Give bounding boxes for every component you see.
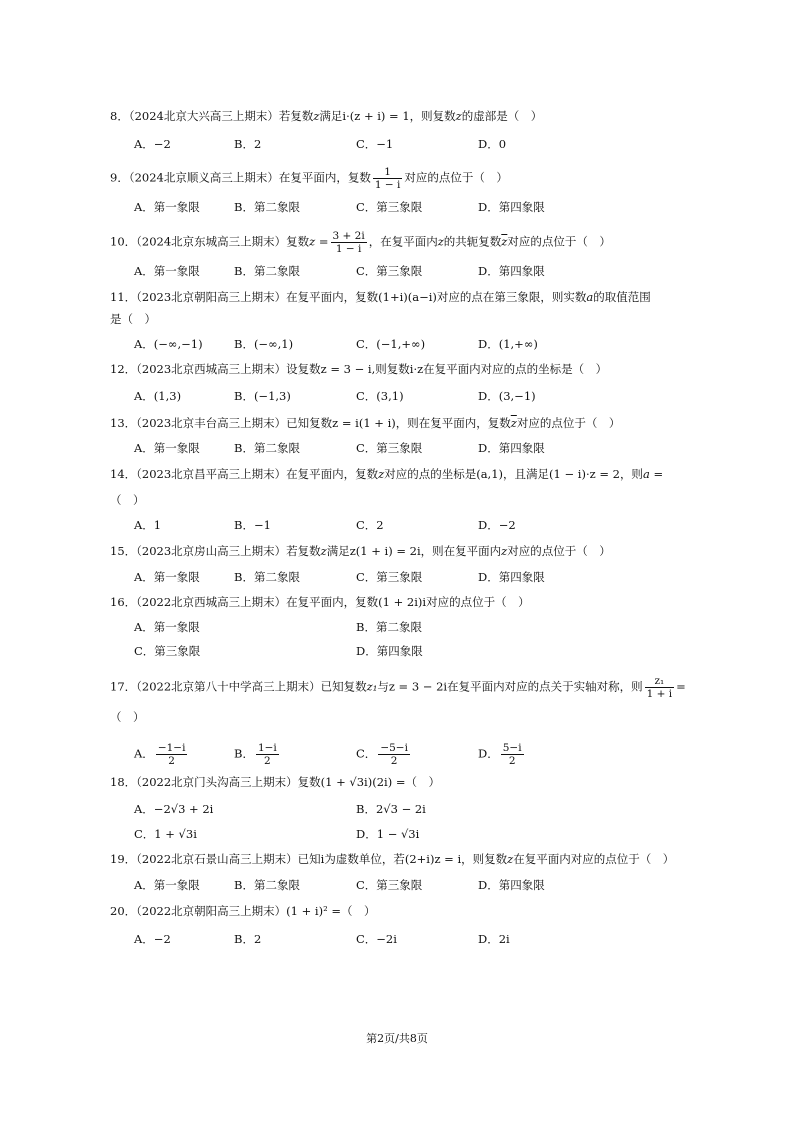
- options-15: [134, 569, 694, 585]
- option-a[interactable]: A．第一象限: [134, 570, 200, 584]
- option-c[interactable]: C．第三象限: [356, 570, 423, 584]
- equation: z₁: [366, 679, 378, 694]
- fraction-numerator: 3 + 2i: [332, 230, 365, 242]
- fraction-numerator: −5−i: [380, 742, 408, 754]
- option-d[interactable]: D．第四象限: [478, 441, 545, 455]
- var-z: z: [320, 544, 327, 558]
- option-d[interactable]: D．2i: [478, 932, 510, 946]
- option-a[interactable]: A．−2√3 + 2i: [134, 802, 214, 816]
- question-text: ,则复数: [371, 362, 410, 376]
- question-text: 12．（2023北京西城高三上期末）设复数: [110, 362, 321, 376]
- question-18: [110, 774, 690, 790]
- question-text: （ ）: [110, 493, 145, 507]
- equation: (1 + i)² =: [286, 904, 341, 918]
- option-d[interactable]: D．1 − √3i: [356, 827, 420, 841]
- question-12: [110, 361, 690, 377]
- question-text: 15．（2023北京房山高三上期末）若复数: [110, 544, 321, 558]
- question-16: [110, 594, 690, 610]
- fraction: [373, 166, 403, 191]
- option-d[interactable]: D．第四象限: [478, 570, 545, 584]
- question-text: 11．（2023北京朝阳高三上期末）在复平面内，复数(1+i)(a−i)对应的点在第三象限，则实数: [110, 290, 587, 304]
- option-b[interactable]: B．(−1,3): [234, 389, 291, 403]
- option-d[interactable]: D．0: [478, 137, 507, 151]
- option-b[interactable]: B．2: [234, 137, 262, 151]
- option-d[interactable]: D．(1,+∞): [478, 337, 538, 351]
- fraction-numerator: 1−i: [257, 742, 277, 754]
- option-c[interactable]: C．(3,1): [356, 389, 404, 403]
- options-16-row1: [134, 619, 694, 635]
- question-17-line2: [110, 709, 690, 725]
- equation: (2+i)z = i: [404, 852, 462, 866]
- question-text: 在复平面内对应的点位于（ ）: [513, 852, 675, 866]
- option-c[interactable]: C．−2i: [356, 932, 397, 946]
- options-19: [134, 877, 694, 893]
- option-c[interactable]: C．第三象限: [356, 264, 423, 278]
- question-10: [110, 230, 690, 255]
- fraction-denominator: 2: [168, 755, 175, 767]
- var-z: z: [507, 852, 514, 866]
- options-11: [134, 336, 694, 352]
- option-d[interactable]: D．(3,−1): [478, 389, 536, 403]
- var-a: a: [586, 290, 594, 304]
- question-text: 对应的点位于（ ）: [516, 416, 621, 430]
- option-a[interactable]: A．第一象限: [134, 441, 200, 455]
- question-text: 对应的点的坐标是: [384, 467, 477, 481]
- option-b[interactable]: B．第二象限: [234, 570, 300, 584]
- equation: i·(z + i) = 1: [342, 109, 410, 123]
- option-c[interactable]: C．第三象限: [356, 441, 423, 455]
- question-14-line2: [110, 492, 690, 508]
- option-a[interactable]: A．第一象限: [134, 878, 200, 892]
- option-a[interactable]: A．1: [134, 518, 162, 532]
- fraction-denominator: 1 + i: [646, 688, 673, 700]
- option-b[interactable]: B．2√3 − 2i: [356, 802, 426, 816]
- question-17: [110, 675, 690, 700]
- question-text: ，则复数: [409, 109, 456, 123]
- question-text: 是（ ）: [110, 312, 156, 326]
- option-b[interactable]: B．第二象限: [234, 441, 300, 455]
- question-text: 的取值范围: [593, 290, 651, 304]
- var-z: z: [313, 109, 320, 123]
- var-z: z: [455, 109, 462, 123]
- question-text: 对应的点位于（ ）: [507, 234, 611, 249]
- var-z: z: [437, 234, 444, 249]
- fraction-numerator: z₁: [645, 675, 675, 688]
- option-a[interactable]: A．−2: [134, 137, 171, 151]
- equation: a =: [642, 467, 664, 481]
- option-c[interactable]: C．(−1,+∞): [356, 337, 426, 351]
- option-d[interactable]: D．第四象限: [478, 200, 545, 214]
- options-10: [134, 263, 694, 279]
- options-18-row1: [134, 801, 694, 817]
- question-14: [110, 466, 690, 482]
- fraction-denominator: 1 − i: [374, 179, 401, 191]
- equation: i: [320, 852, 325, 866]
- option-c[interactable]: C．第三象限: [134, 644, 201, 658]
- equation: z(1 + i) = 2i: [349, 544, 421, 558]
- fraction: [331, 230, 367, 255]
- conjugate-z: $\overline{z}$: [510, 416, 517, 430]
- option-b[interactable]: B．第二象限: [356, 620, 422, 634]
- fraction-denominator: 2: [508, 755, 516, 767]
- question-8: [110, 108, 690, 124]
- options-17: [134, 742, 694, 767]
- question-text: ，在复平面内: [368, 234, 438, 249]
- option-c[interactable]: C．2: [356, 518, 384, 532]
- option-b[interactable]: B．−1: [234, 518, 271, 532]
- question-text: 14．（2023北京昌平高三上期末）在复平面内，复数: [110, 467, 379, 481]
- option-label: D．: [478, 746, 499, 761]
- question-text: 的虚部是（ ）: [461, 109, 543, 123]
- equation: (a,1): [476, 467, 504, 481]
- option-d[interactable]: [478, 742, 526, 767]
- option-d[interactable]: D．第四象限: [478, 264, 545, 278]
- equation: z =: [309, 234, 329, 249]
- options-12: [134, 388, 694, 404]
- fraction: [501, 742, 524, 767]
- option-label: B．: [234, 746, 254, 761]
- question-text: ，则: [619, 467, 643, 481]
- fraction-denominator: 2: [390, 755, 398, 767]
- conjugate-z: $\overline{z}$: [501, 234, 508, 249]
- equation: z = 3 − 2i: [388, 679, 448, 694]
- option-b[interactable]: B．2: [234, 932, 262, 946]
- option-b[interactable]: B．第二象限: [234, 200, 300, 214]
- options-13: [134, 440, 694, 456]
- question-20: [110, 903, 690, 919]
- page-number-footer: 第2页/共8页: [366, 1032, 428, 1045]
- fraction: [378, 742, 410, 767]
- options-20: [134, 931, 694, 947]
- equation: (1 + 2i)i: [378, 595, 427, 609]
- question-15: [110, 543, 690, 559]
- equation: z = 3 − i: [320, 362, 372, 376]
- option-d[interactable]: D．第四象限: [478, 878, 545, 892]
- question-11-line2: [110, 311, 690, 327]
- question-text: 17．（2022北京第八十中学高三上期末）已知复数: [110, 679, 367, 694]
- question-text: 的共轭复数: [443, 234, 502, 249]
- question-text: ，则在复平面内，复数: [395, 416, 511, 430]
- question-19: [110, 851, 690, 867]
- question-13: [110, 415, 690, 431]
- var-z: z: [501, 544, 508, 558]
- fraction: [256, 742, 279, 767]
- question-text: 20．（2022北京朝阳高三上期末）: [110, 904, 287, 918]
- question-text: 在复平面内对应的点关于实轴对称，则: [447, 679, 643, 694]
- option-a[interactable]: [134, 742, 189, 767]
- question-text: 10．（2024北京东城高三上期末）复数: [110, 234, 310, 249]
- question-text: ，且满足: [503, 467, 550, 481]
- option-b[interactable]: B．第二象限: [234, 264, 300, 278]
- question-text: 满足: [319, 109, 343, 123]
- options-16-row2: [134, 643, 694, 659]
- question-text: 9．（2024北京顺义高三上期末）在复平面内，复数: [110, 170, 371, 185]
- options-14: [134, 517, 694, 533]
- question-text: 18．（2022北京门头沟高三上期末）复数: [110, 775, 321, 789]
- question-text: （ ）: [110, 710, 145, 724]
- option-d[interactable]: D．−2: [478, 518, 516, 532]
- options-8: [134, 136, 694, 152]
- option-c[interactable]: [356, 742, 412, 767]
- option-a[interactable]: A．第一象限: [134, 200, 200, 214]
- option-label: C．: [356, 746, 377, 761]
- question-9: [110, 166, 690, 191]
- question-text: 在复平面内对应的点的坐标是（ ）: [423, 362, 608, 376]
- option-label: A．: [134, 746, 154, 761]
- options-9: [134, 199, 694, 215]
- option-a[interactable]: A．第一象限: [134, 264, 200, 278]
- equation: (1 + √3i)(2i) =: [320, 775, 406, 789]
- question-text: 对应的点位于（ ）: [507, 544, 611, 558]
- fraction-numerator: −1−i: [157, 742, 186, 754]
- question-text: ，则复数: [461, 852, 508, 866]
- option-a[interactable]: A．(−∞,−1): [134, 337, 203, 351]
- fraction: [645, 675, 675, 700]
- fraction: [156, 742, 188, 767]
- equation: i·z: [409, 362, 424, 376]
- question-text: 满足: [326, 544, 350, 558]
- equation: z = i(1 + i): [332, 416, 396, 430]
- option-a[interactable]: A．(1,3): [134, 389, 182, 403]
- option-b[interactable]: B．第二象限: [234, 878, 300, 892]
- option-c[interactable]: C．1 + √3i: [134, 827, 197, 841]
- question-text: 对应的点位于（ ）: [426, 595, 530, 609]
- option-c[interactable]: C．第三象限: [356, 200, 423, 214]
- question-text: （ ）: [340, 904, 376, 918]
- option-c[interactable]: C．第三象限: [356, 878, 423, 892]
- question-text: =: [676, 679, 686, 694]
- equation: (1 − i)·z = 2: [549, 467, 620, 481]
- fraction-denominator: 2: [264, 755, 271, 767]
- var-z: z: [378, 467, 385, 481]
- fraction-denominator: 1 − i: [335, 243, 362, 255]
- fraction-numerator: 1: [373, 166, 403, 179]
- question-text: 为虚数单位，若: [324, 852, 405, 866]
- option-a[interactable]: A．第一象限: [134, 620, 200, 634]
- fraction-numerator: 5−i: [502, 742, 522, 754]
- question-text: 16．（2022北京西城高三上期末）在复平面内，复数: [110, 595, 379, 609]
- question-text: 13．（2023北京丰台高三上期末）已知复数: [110, 416, 333, 430]
- question-text: 与: [377, 679, 389, 694]
- question-11: [110, 289, 690, 305]
- option-c[interactable]: C．−1: [356, 137, 394, 151]
- question-text: 对应的点位于（ ）: [404, 170, 508, 185]
- options-18-row2: [134, 826, 694, 842]
- option-b[interactable]: B．(−∞,1): [234, 337, 294, 351]
- question-text: 8．（2024北京大兴高三上期末）若复数: [110, 109, 314, 123]
- option-d[interactable]: D．第四象限: [356, 644, 423, 658]
- question-text: 19．（2022北京石景山高三上期末）已知: [110, 852, 321, 866]
- option-b[interactable]: [234, 742, 281, 767]
- question-text: ，则在复平面内: [420, 544, 502, 558]
- question-text: （ ）: [405, 775, 440, 789]
- option-a[interactable]: A．−2: [134, 932, 171, 946]
